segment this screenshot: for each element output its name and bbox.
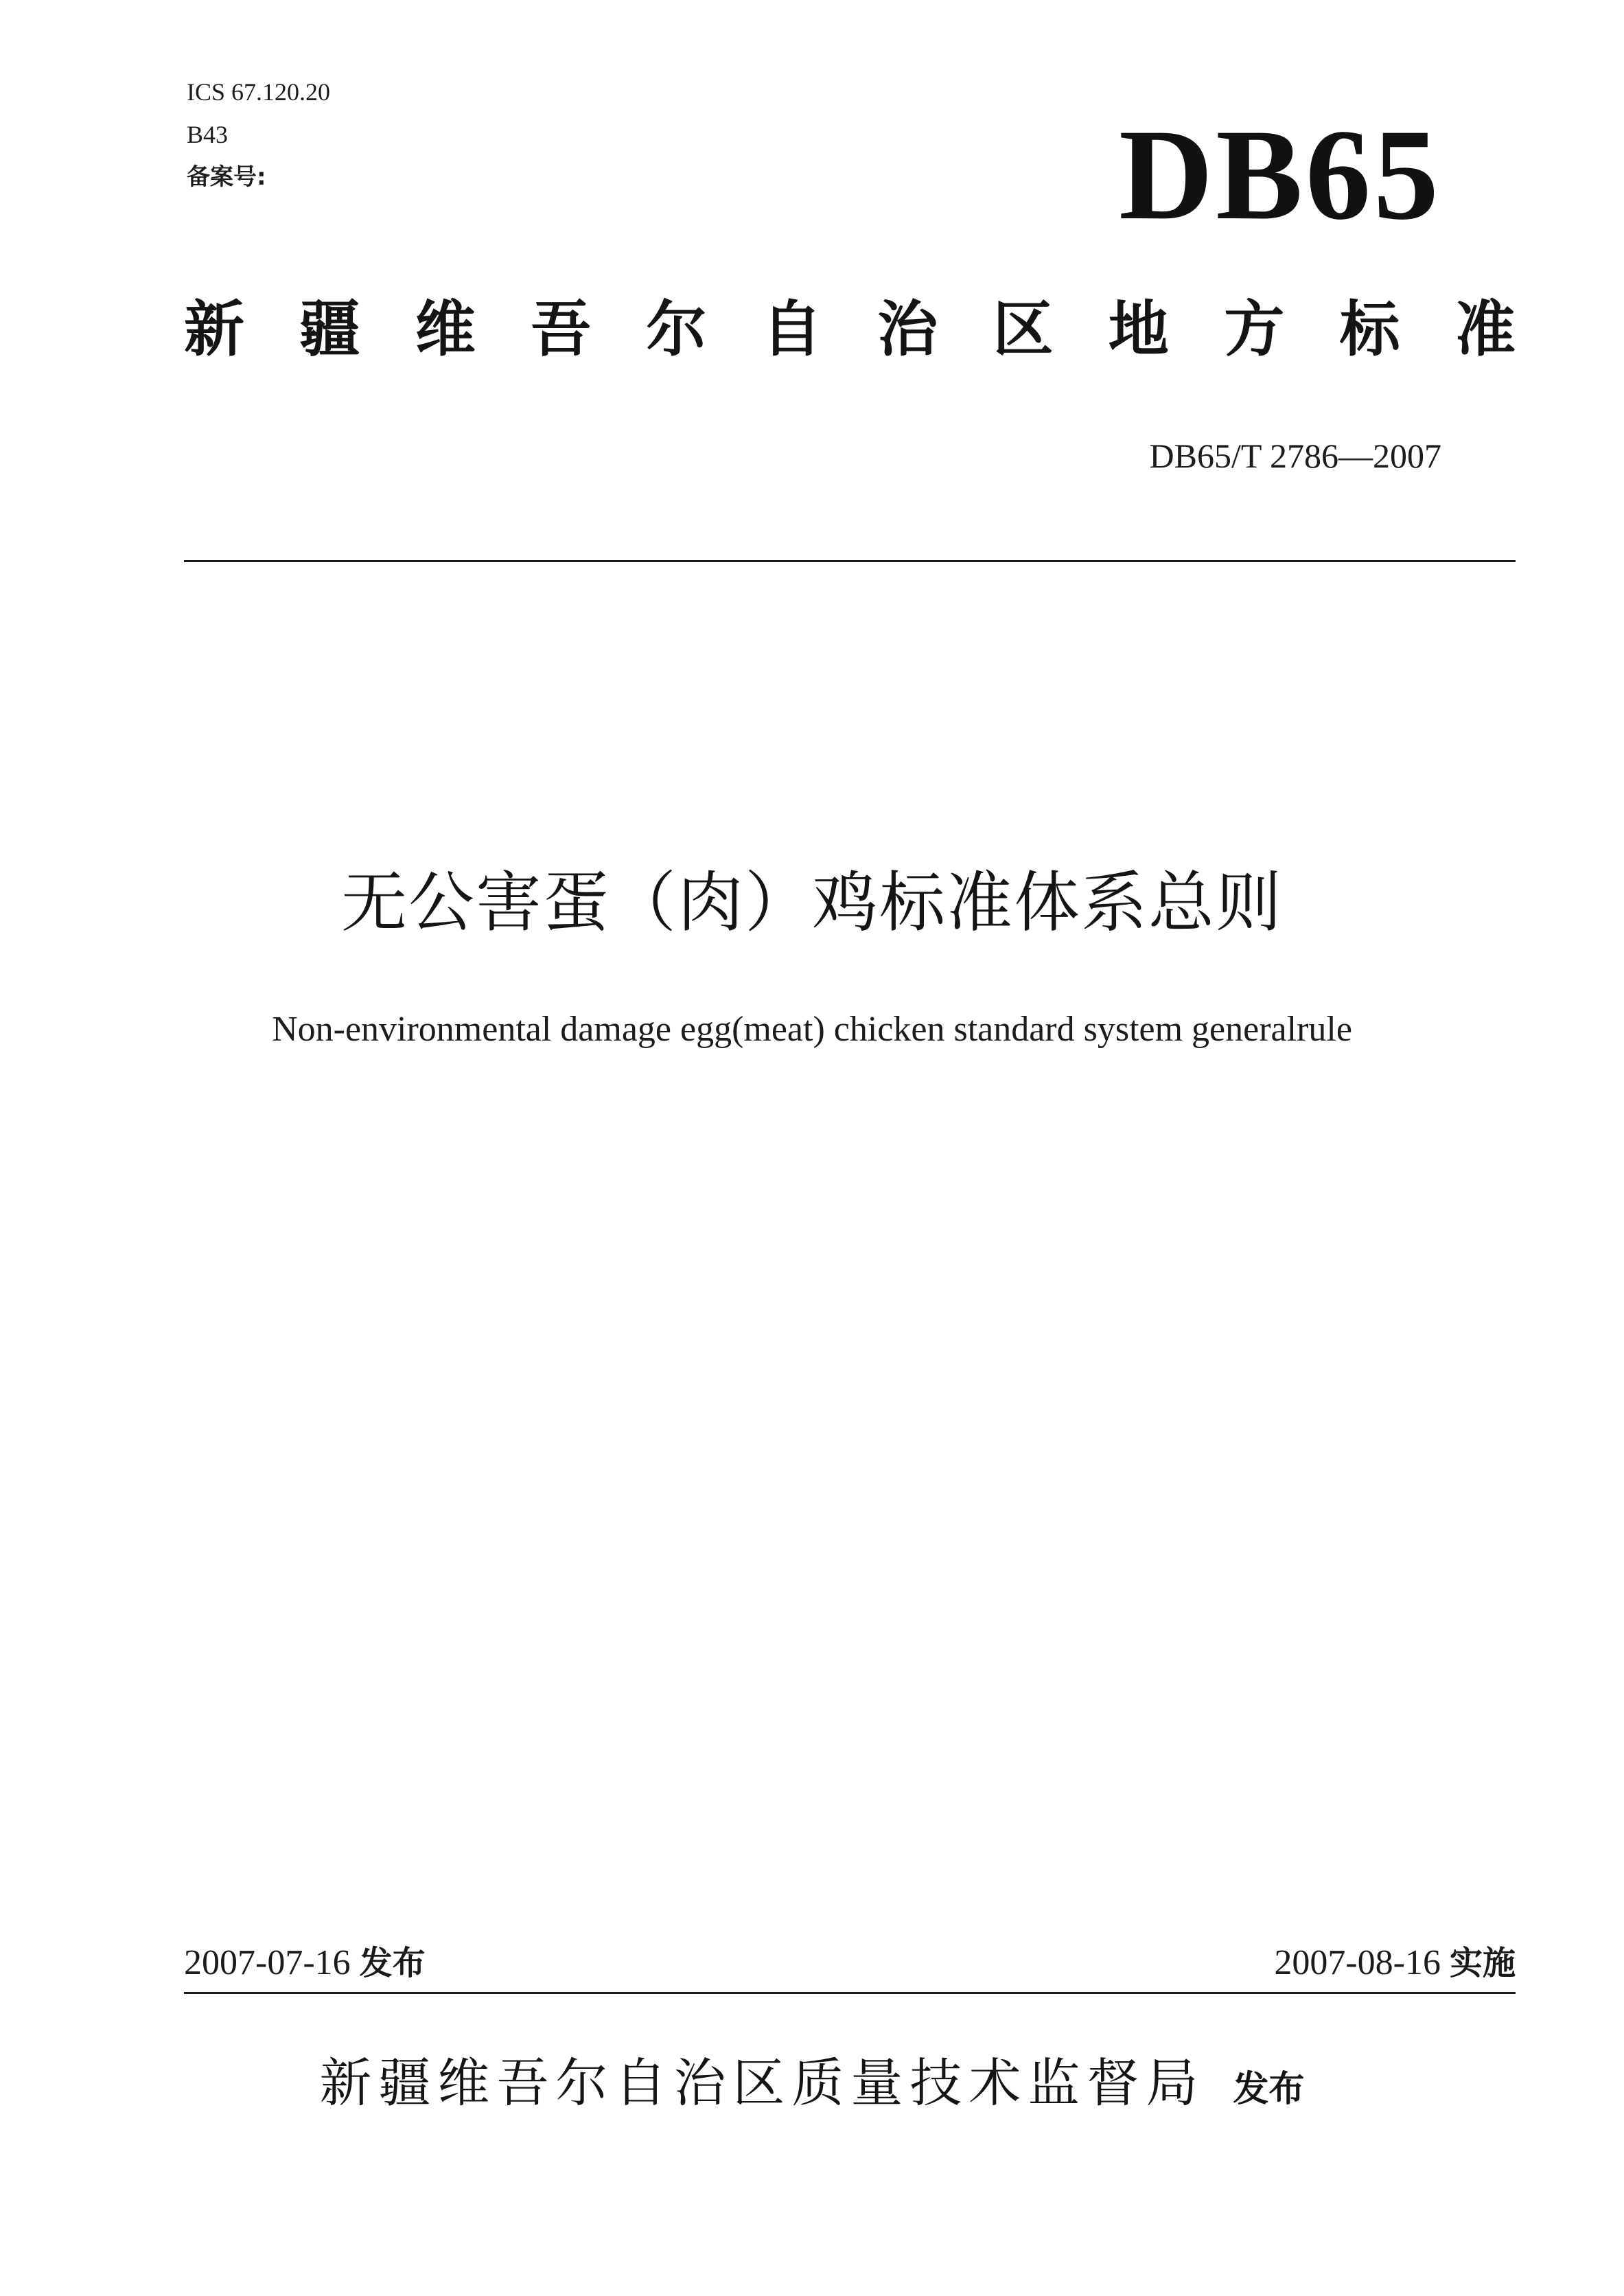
implement-label: 实施: [1449, 1944, 1516, 1982]
header-divider: [184, 560, 1516, 562]
document-title-chinese: 无公害蛋（肉）鸡标准体系总则: [341, 864, 1283, 941]
document-title-english: Non-environmental damage egg(meat) chicken standard system generalrule: [272, 1010, 1352, 1049]
record-number-label: 备案号:: [187, 163, 266, 191]
standard-logo: DB65: [1119, 103, 1441, 247]
standard-type-char: 地: [1108, 294, 1169, 364]
implement-date-block: [1274, 1941, 1516, 1985]
standard-type-char: 治: [877, 294, 938, 364]
ics-code: ICS 67.120.20: [187, 78, 331, 106]
standard-type-char: 标: [1339, 294, 1400, 364]
publisher-name: 新疆维吾尔自治区质量技术监督局: [319, 2052, 1205, 2113]
standard-type-char: 新: [184, 294, 245, 364]
standard-type-char: 区: [993, 294, 1054, 364]
standard-type-heading: [184, 292, 1516, 367]
standard-type-char: 尔: [646, 294, 707, 364]
issue-label: 发布: [359, 1944, 426, 1982]
footer-divider: [184, 1992, 1516, 1994]
issue-date-block: [184, 1941, 426, 1985]
publisher-line: [0, 2049, 1624, 2118]
issue-date: 2007-07-16: [184, 1943, 351, 1982]
standard-type-char: 准: [1454, 294, 1516, 364]
standard-type-char: 疆: [299, 294, 360, 364]
implement-date: 2007-08-16: [1274, 1943, 1441, 1982]
ccs-code: B43: [187, 121, 229, 148]
standard-type-char: 维: [415, 294, 476, 364]
standard-number: DB65/T 2786—2007: [1149, 437, 1441, 475]
standard-type-char: 吾: [531, 294, 592, 364]
standard-type-char: 方: [1224, 294, 1285, 364]
publisher-action: 发布: [1233, 2069, 1305, 2110]
standard-type-char: 自: [761, 294, 822, 364]
